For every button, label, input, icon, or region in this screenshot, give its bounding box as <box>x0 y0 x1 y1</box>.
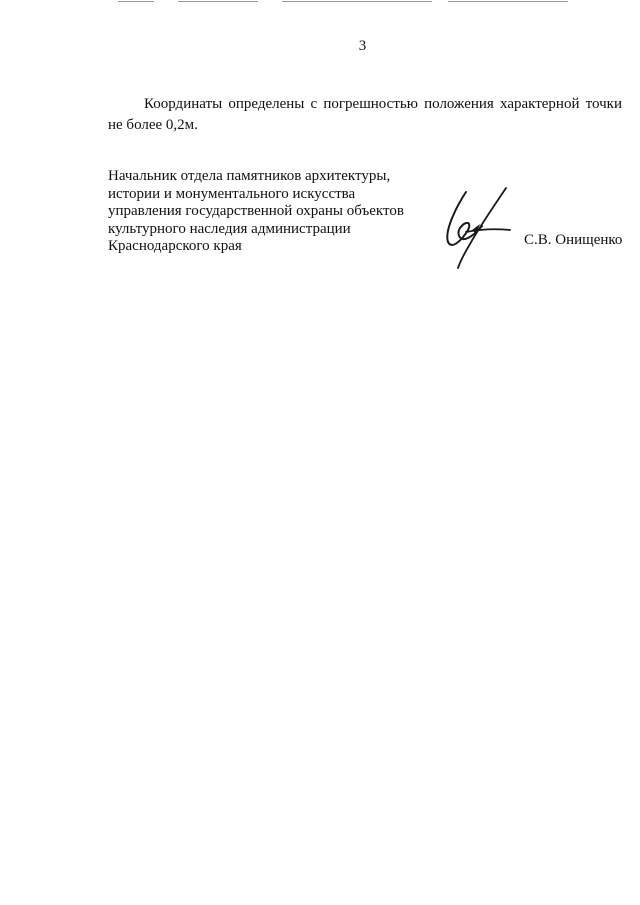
position-line: истории и монументального искусства <box>108 185 356 202</box>
position-line: Краснодарского края <box>108 238 242 255</box>
signer-name: С.В. Онищенко <box>524 232 623 248</box>
signer-position <box>108 168 428 256</box>
handwritten-signature-icon <box>436 186 514 270</box>
coordinates-accuracy-paragraph <box>108 94 622 136</box>
paragraph-line: не более 0,2м. <box>108 117 198 133</box>
position-line: управления государственной охраны объектов <box>108 203 404 220</box>
position-line: культурного наследия администрации <box>108 220 351 237</box>
scan-artifact-line <box>282 1 432 2</box>
paragraph-line: Координаты определены с погрешностью положения характерной точки <box>144 96 622 112</box>
scan-artifact-line <box>178 1 258 2</box>
scan-artifact-line <box>448 1 568 2</box>
position-line: Начальник отдела памятников архитектуры, <box>108 168 391 184</box>
scan-artifact-line <box>118 1 154 2</box>
page-number: 3 <box>358 38 367 54</box>
